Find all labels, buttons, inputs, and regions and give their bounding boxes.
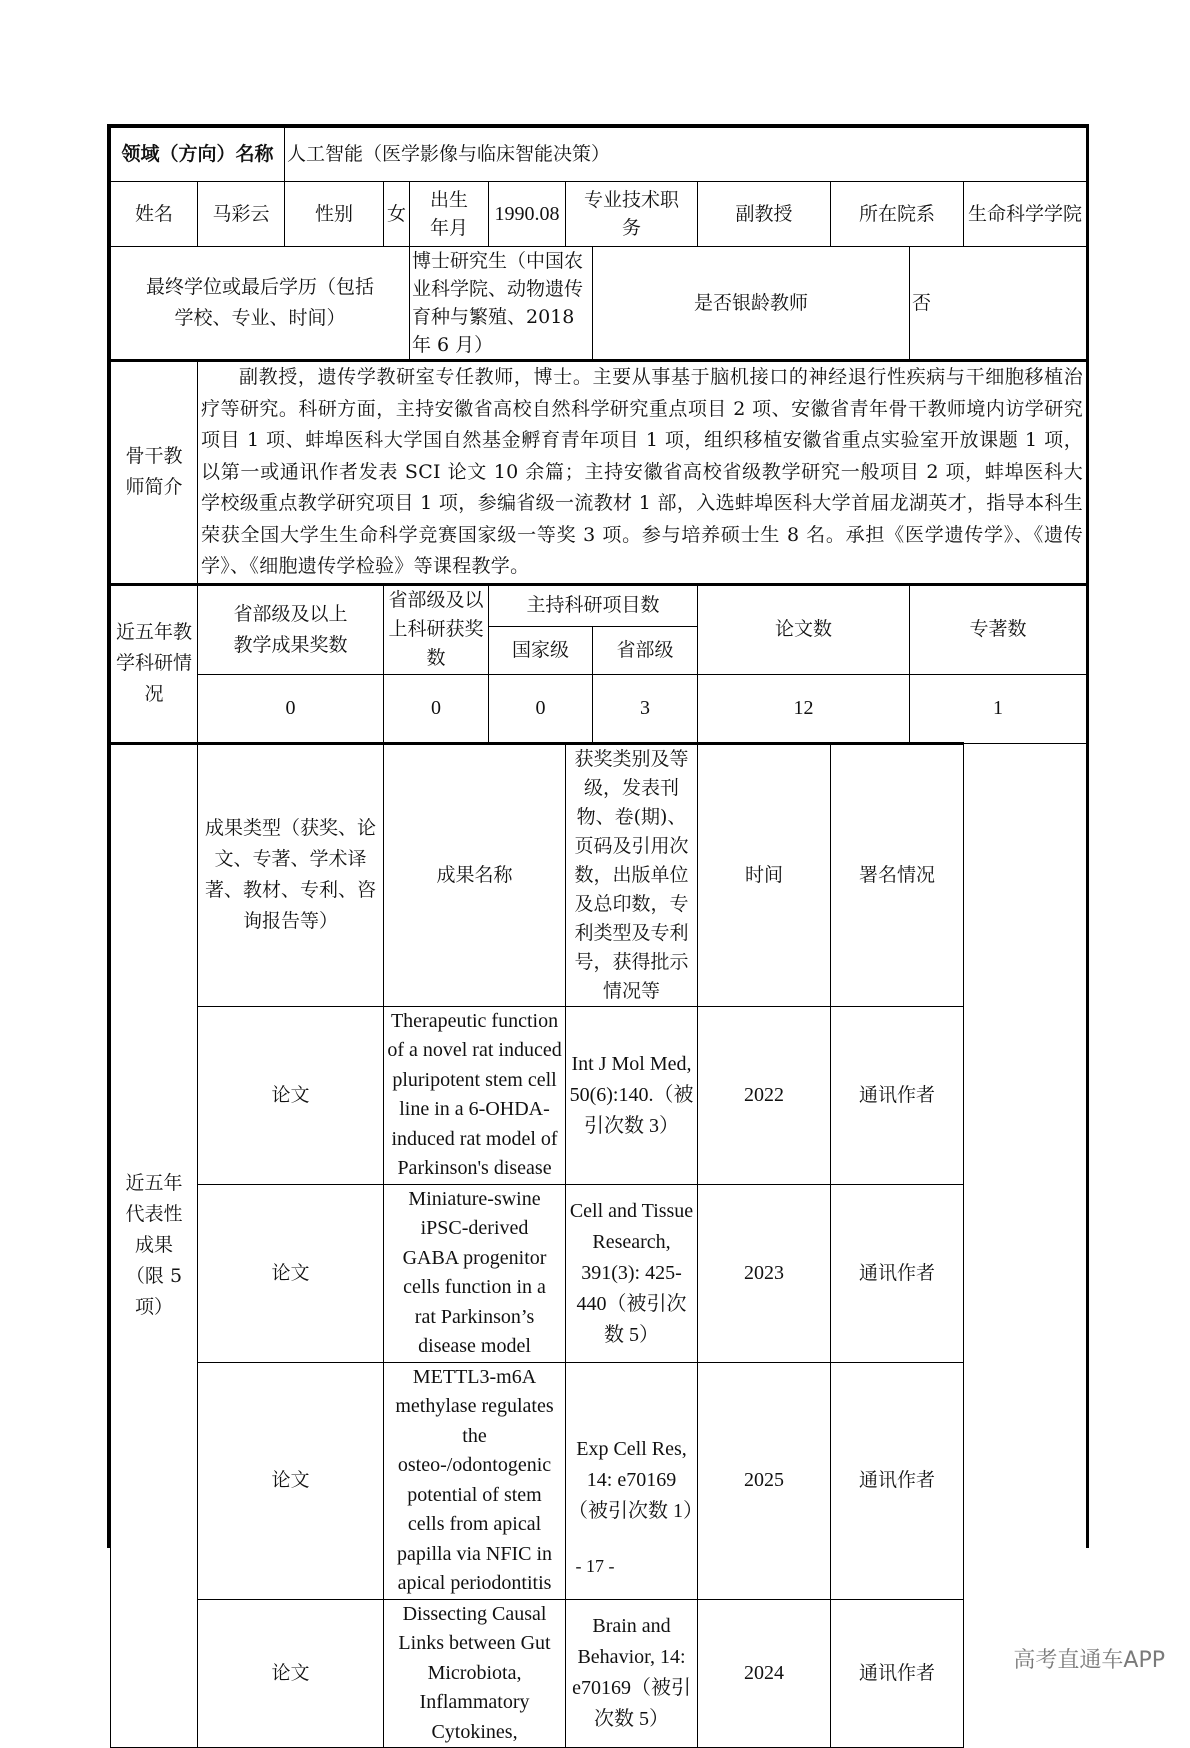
projects-label: 主持科研项目数 — [489, 584, 698, 626]
achievement-time: 2025 — [698, 1362, 831, 1599]
degree-row — [111, 247, 1087, 361]
achievement-type: 论文 — [198, 1599, 384, 1748]
books-value: 1 — [910, 674, 1087, 743]
intro-row — [111, 361, 1087, 585]
birth-label: 出生年月 — [410, 182, 489, 247]
books-label: 专著数 — [910, 584, 1087, 674]
page-number: - 17 - — [575, 1556, 615, 1576]
title-value: 副教授 — [698, 182, 831, 247]
stats-header-row — [111, 584, 1087, 626]
name-header: 成果名称 — [384, 743, 566, 1006]
achievement-name: Dissecting Causal Links between Gut Microbiota, Inflammatory Cytokines, — [384, 1599, 566, 1748]
provincial-value: 3 — [593, 674, 698, 743]
degree-label: 最终学位或最后学历（包括学校、专业、时间） — [111, 247, 410, 361]
achievement-detail: Exp Cell Res, 14: e70169（被引次数 1） — [566, 1362, 698, 1599]
achievement-detail: Int J Mol Med, 50(6):140.（被引次数 3） — [566, 1006, 698, 1184]
achievement-author: 通讯作者 — [831, 1184, 964, 1362]
name-label: 姓名 — [111, 182, 198, 247]
detail-header: 获奖类别及等级，发表刊物、卷(期)、页码及引用次数，出版单位及总印数，专利类型及专利号，获得批示情况等 — [566, 743, 698, 1006]
time-header: 时间 — [698, 743, 831, 1006]
national-label: 国家级 — [489, 626, 593, 674]
achievement-detail: Cell and Tissue Research, 391(3): 425-440（被引次数 5） — [566, 1184, 698, 1362]
field-row — [111, 128, 1087, 182]
teaching-award-value: 0 — [198, 674, 384, 743]
achievements-header-row — [111, 743, 1087, 1006]
silver-label: 是否银龄教师 — [593, 247, 910, 361]
achievement-name: Therapeutic function of a novel rat induced pluripotent stem cell line in a 6-OHDA-induced rat model of Parkinson's disease — [384, 1006, 566, 1184]
achievement-time: 2023 — [698, 1184, 831, 1362]
type-header: 成果类型（获奖、论文、专著、学术译著、教材、专利、咨询报告等） — [198, 743, 384, 1006]
achievement-author: 通讯作者 — [831, 1006, 964, 1184]
achievement-author: 通讯作者 — [831, 1362, 964, 1599]
dept-label: 所在院系 — [831, 182, 964, 247]
table-row — [111, 1006, 1087, 1184]
achievement-type: 论文 — [198, 1184, 384, 1362]
achievement-type: 论文 — [198, 1362, 384, 1599]
achievement-detail: Brain and Behavior, 14: e70169（被引次数 5） — [566, 1599, 698, 1748]
basic-info-row — [111, 182, 1087, 247]
watermark: 高考直通车APP — [1013, 1648, 1165, 1673]
name-value: 马彩云 — [198, 182, 285, 247]
papers-label: 论文数 — [698, 584, 910, 674]
achievement-time: 2022 — [698, 1006, 831, 1184]
degree-value: 博士研究生（中国农业科学院、动物遗传育种与繁殖、2018 年 6 月） — [410, 247, 593, 361]
table-row — [111, 1184, 1087, 1362]
papers-value: 12 — [698, 674, 910, 743]
intro-label: 骨干教师简介 — [111, 361, 198, 585]
achievement-name: METTL3-m6A methylase regulates the osteo-/odontogenic potential of stem cells from apical papilla via NFIC in apical periodontitis — [384, 1362, 566, 1599]
national-value: 0 — [489, 674, 593, 743]
research-award-value: 0 — [384, 674, 489, 743]
intro-text: 副教授，遗传学教研室专任教师，博士。主要从事基于脑机接口的神经退行性疾病与干细胞移植治疗等研究。科研方面，主持安徽省高校自然科学研究重点项目 2 项、安徽省青年骨干教师境内访学研究项目 1 项、蚌埠医科大学国自然基金孵育青年项目 1 项，组织移植安徽省重点实验室开放课题 1 项，以第一或通讯作者发表 SCI 论文 10 余篇；主持安徽省高校省级教学研究一般项目 2 项，蚌埠医科大学校级重点教学研究项目 1 项，参编省级一流教材 1 部，入选蚌埠医科大学首届龙湖英才，指导本科生荣获全国大学生生命科学竞赛国家级一等奖 3 项。参与培养硕士生 8 名。承担《医学遗传学》、《遗传学》、《细胞遗传学检验》等课程教学。 — [198, 361, 1087, 585]
five-year-label: 近五年教学科研情况 — [111, 584, 198, 743]
author-header: 署名情况 — [831, 743, 964, 1006]
silver-value: 否 — [910, 247, 1087, 361]
form-table — [110, 127, 1087, 1748]
title-label: 专业技术职 务 — [566, 182, 698, 247]
achievements-label: 近五年代表性成果（限 5 项） — [111, 743, 198, 1748]
achievement-time: 2024 — [698, 1599, 831, 1748]
achievement-type: 论文 — [198, 1006, 384, 1184]
teaching-award-label: 省部级及以上教学成果奖数 — [198, 584, 384, 674]
field-label: 领域（方向）名称 — [111, 128, 285, 182]
research-award-label: 省部级及以上科研获奖数 — [384, 584, 489, 674]
stats-values-row — [111, 674, 1087, 743]
achievement-author: 通讯作者 — [831, 1599, 964, 1748]
provincial-label: 省部级 — [593, 626, 698, 674]
dept-value: 生命科学学院 — [964, 182, 1087, 247]
table-row — [111, 1599, 1087, 1748]
gender-label: 性别 — [285, 182, 384, 247]
field-value: 人工智能（医学影像与临床智能决策） — [285, 128, 1087, 182]
gender-value: 女 — [384, 182, 410, 247]
birth-value: 1990.08 — [489, 182, 566, 247]
achievement-name: Miniature-swine iPSC-derived GABA progenitor cells function in a rat Parkinson’s disease model — [384, 1184, 566, 1362]
